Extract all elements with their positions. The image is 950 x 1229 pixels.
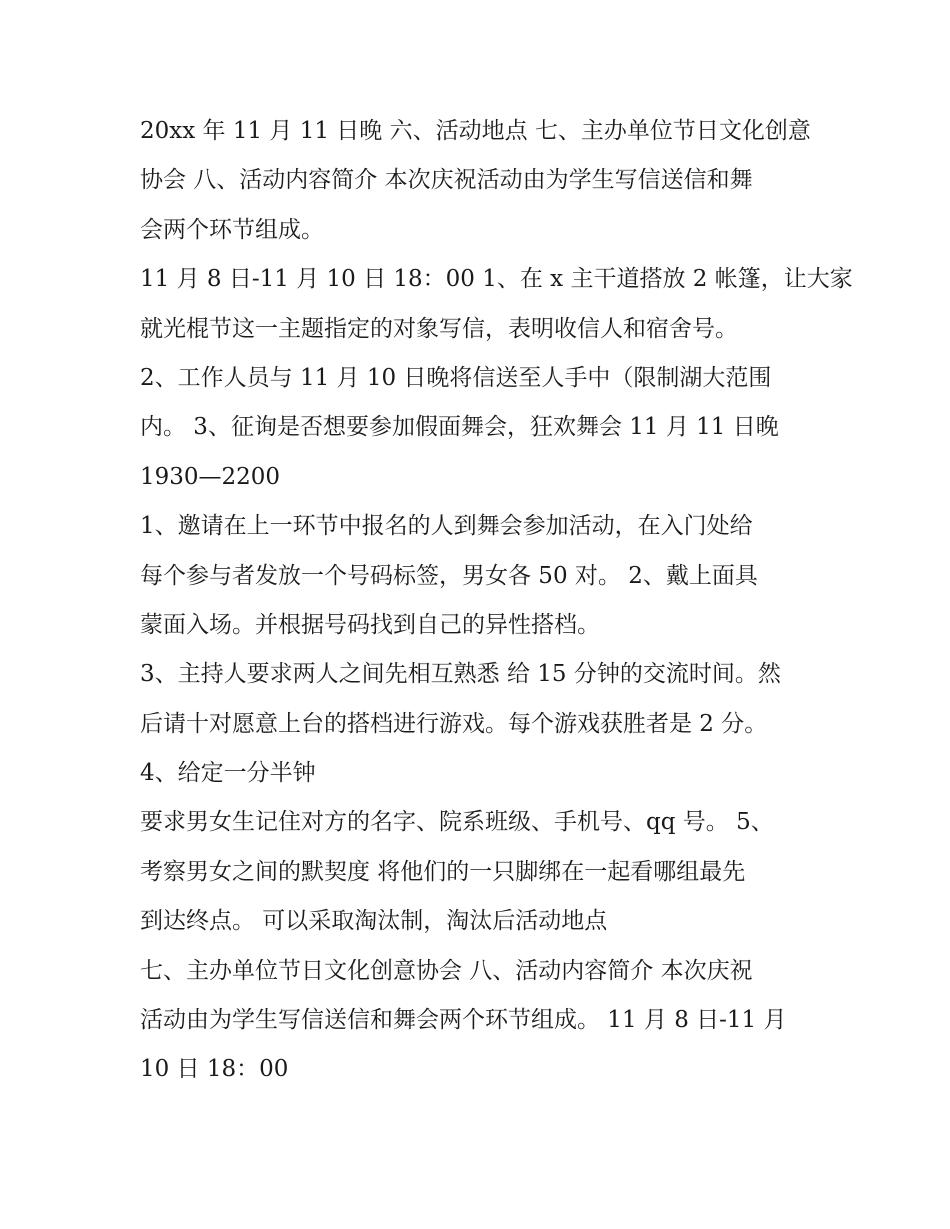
text-line: 11 月 8 日-11 月 10 日 18：00 1、在 x 主干道搭放 2 帐篷，让大家	[140, 266, 853, 293]
text-line: 蒙面入场。并根据号码找到自己的异性搭档。	[140, 611, 600, 638]
text-line: 内。 3、征询是否想要参加假面舞会，狂欢舞会 11 月 11 日晚	[140, 414, 779, 441]
text-line: 1、邀请在上一环节中报名的人到舞会参加活动，在入门处给	[140, 513, 753, 540]
text-line: 到达终点。 可以采取淘汰制，淘汰后活动地点	[140, 908, 608, 935]
text-line: 2、工作人员与 11 月 10 日晚将信送至人手中（限制湖大范围	[140, 364, 772, 391]
text-line: 3、主持人要求两人之间先相互熟悉 给 15 分钟的交流时间。然	[140, 661, 781, 688]
body-text	[140, 107, 853, 1095]
text-line: 就光棍节这一主题指定的对象写信，表明收信人和宿舍号。	[140, 315, 738, 342]
text-line: 要求男女生记住对方的名字、院系班级、手机号、qq 号。 5、	[140, 809, 774, 836]
text-line: 10 日 18：00	[140, 1056, 289, 1083]
text-line: 考察男女之间的默契度 将他们的一只脚绑在一起看哪组最先	[140, 858, 746, 885]
text-line: 活动由为学生写信送信和舞会两个环节组成。 11 月 8 日-11 月	[140, 1007, 787, 1034]
text-line: 1930—2200	[140, 463, 281, 490]
text-line: 20xx 年 11 月 11 日晚 六、活动地点 七、主办单位节日文化创意	[140, 118, 811, 144]
text-line: 会两个环节组成。	[140, 216, 324, 243]
text-line: 七、主办单位节日文化创意协会 八、活动内容简介 本次庆祝	[140, 957, 753, 984]
text-line: 每个参与者发放一个号码标签，男女各 50 对。 2、戴上面具	[140, 562, 758, 589]
text-line: 后请十对愿意上台的搭档进行游戏。每个游戏获胜者是 2 分。	[140, 710, 768, 737]
text-line: 协会 八、活动内容简介 本次庆祝活动由为学生写信送信和舞	[140, 167, 753, 194]
text-line: 4、给定一分半钟	[140, 760, 316, 787]
